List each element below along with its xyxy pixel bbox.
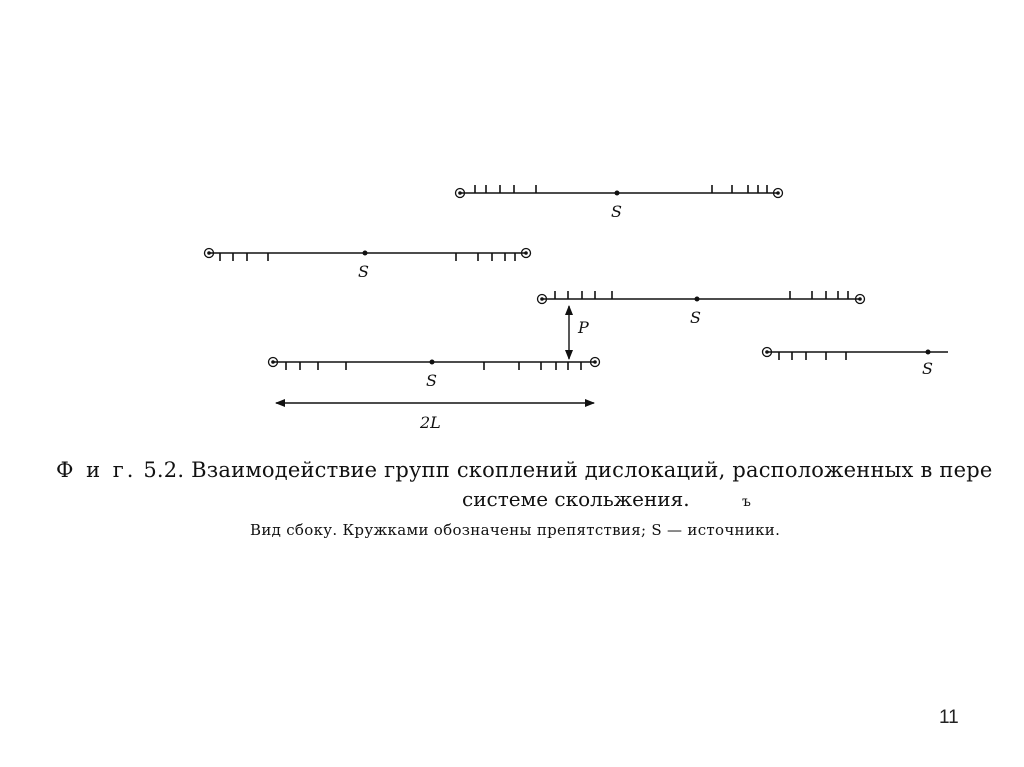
page-number: 11 [939, 707, 959, 728]
dislocations-right-4 [484, 362, 581, 370]
dislocations-left-5 [779, 352, 846, 360]
slip-plane-2 [205, 249, 531, 282]
dislocations-right-3 [790, 291, 848, 299]
dislocations-left-3 [555, 291, 612, 299]
dislocations-right-1 [712, 185, 767, 193]
dislocations-right-2 [456, 253, 515, 261]
figure-caption-line2: системе скольжения. [462, 487, 690, 511]
slip-plane-4 [269, 358, 600, 391]
dislocations-left-1 [475, 185, 536, 193]
scan-artifact-mark: ъ [742, 494, 751, 510]
source-label-3: S [690, 308, 701, 327]
source-dot-4 [430, 360, 435, 365]
length-arrow [276, 403, 594, 432]
source-dot-2 [363, 251, 368, 256]
figure-caption-prefix: Ф и г. [56, 458, 137, 482]
figure-caption-line1 [56, 458, 992, 482]
source-label-5: S [922, 359, 933, 378]
figure-caption-number: 5.2. [143, 458, 185, 482]
slip-plane-1 [456, 185, 783, 221]
slip-plane-5 [763, 348, 949, 379]
source-dot-1 [615, 191, 620, 196]
pileup-spacing-arrow [569, 306, 589, 359]
figure-caption-title-line1: Взаимодействие групп скоплений дислокаций, расположенных в пере [191, 458, 993, 482]
length-label: 2L [420, 413, 441, 432]
dislocations-left-2 [220, 253, 268, 261]
dislocations-left-4 [286, 362, 346, 370]
source-dot-5 [926, 350, 931, 355]
source-dot-3 [695, 297, 700, 302]
source-label-2: S [358, 262, 369, 281]
source-label-1: S [611, 202, 622, 221]
figure-caption-subtitle: Вид сбоку. Кружками обозначены препятствия; S — источники. [250, 521, 781, 539]
pileup-spacing-label: P [578, 318, 589, 337]
source-label-4: S [426, 371, 437, 390]
